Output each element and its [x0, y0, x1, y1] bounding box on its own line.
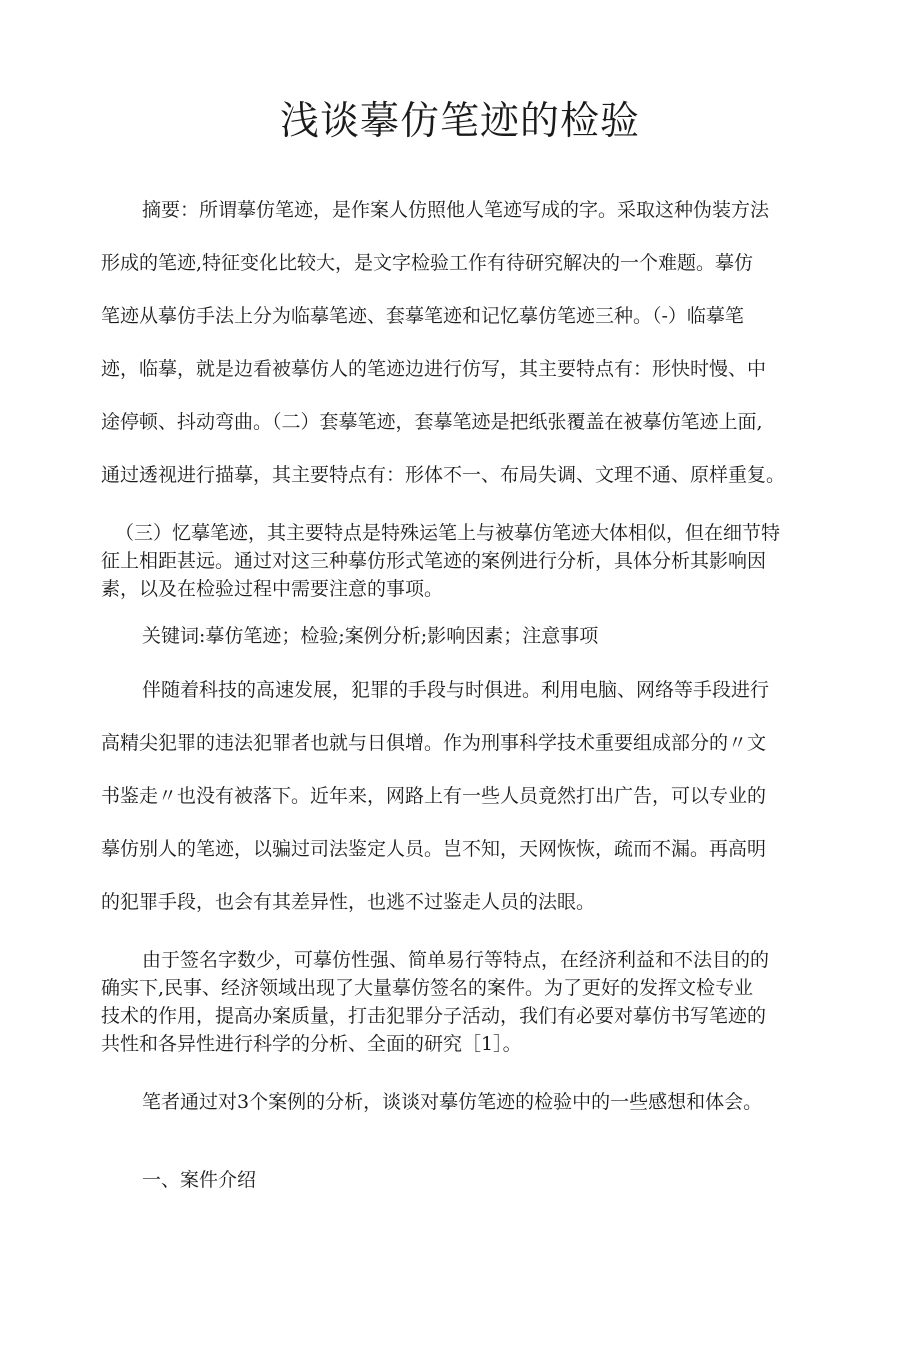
abstract-line-1: 摘要：所谓摹仿笔迹，是作案人仿照他人笔迹写成的字。采取这种伪装方法: [142, 199, 770, 221]
abstract-line-2: 形成的笔迹,特征变化比较大，是文字检验工作有待研究解决的一个难题。摹仿: [101, 252, 754, 274]
paragraph-2: [101, 946, 813, 1058]
para2-line-1: 由于签名字数少，可摹仿性强、简单易行等特点，在经济利益和不法目的的: [142, 949, 770, 971]
abstract-line-5: 途停顿、抖动弯曲。（二）套摹笔迹，套摹笔迹是把纸张覆盖在被摹仿笔迹上面,: [101, 411, 763, 433]
paragraph-3: 笔者通过对3个案例的分析，谈谈对摹仿笔迹的检验中的一些感想和体会。: [142, 1091, 763, 1113]
intro-line-2: 高精尖犯罪的违法犯罪者也就与日俱增。作为刑事科学技术重要组成部分的〃文: [101, 732, 767, 754]
abstract-continuation: [101, 519, 813, 603]
intro-line-5: 的犯罪手段，也会有其差异性，也逃不过鉴走人员的法眼。: [101, 891, 596, 913]
keywords: 关键词:摹仿笔迹；检验;案例分析;影响因素；注意事项: [142, 625, 599, 647]
intro-line-4: 摹仿别人的笔迹，以骗过司法鉴定人员。岂不知，天网恢恢，疏而不漏。再高明: [101, 838, 767, 860]
para2-line-3: 技术的作用，提高办案质量，打击犯罪分子活动，我们有必要对摹仿书写笔迹的: [101, 1005, 767, 1027]
abstract-line-4: 迹，临摹，就是边看被摹仿人的笔迹边进行仿写，其主要特点有：形快时慢、中: [101, 358, 767, 380]
document-title: 浅谈摹仿笔迹的检验: [279, 99, 640, 144]
intro-line-3: 书鉴走〃也没有被落下。近年来，网路上有一些人员竟然打出广告，可以专业的: [101, 785, 767, 807]
abstract-line-6: 通过透视进行描摹，其主要特点有：形体不一、布局失调、文理不通、原样重复。: [101, 464, 786, 486]
abstract-cont-line-3: 素，以及在检验过程中需要注意的事项。: [101, 578, 444, 600]
intro-line-1: 伴随着科技的高速发展，犯罪的手段与时俱进。利用电脑、网络等手段进行: [142, 679, 770, 701]
abstract-line-3: 笔迹从摹仿手法上分为临摹笔迹、套摹笔迹和记忆摹仿笔迹三种。（-）临摹笔: [101, 305, 744, 327]
section-heading-1: 一、案件介绍: [142, 1169, 257, 1191]
para2-line-4: 共性和各异性进行科学的分析、全面的研究［1］。: [101, 1033, 522, 1055]
para2-line-2: 确实下,民事、经济领域出现了大量摹仿签名的案件。为了更好的发挥文检专业: [101, 977, 754, 999]
abstract-cont-line-1: （三）忆摹笔迹，其主要特点是特殊运笔上与被摹仿笔迹大体相似，但在细节特: [115, 522, 781, 544]
abstract-cont-line-2: 征上相距甚远。通过对这三种摹仿形式笔迹的案例进行分析，具体分析其影响因: [101, 550, 767, 572]
